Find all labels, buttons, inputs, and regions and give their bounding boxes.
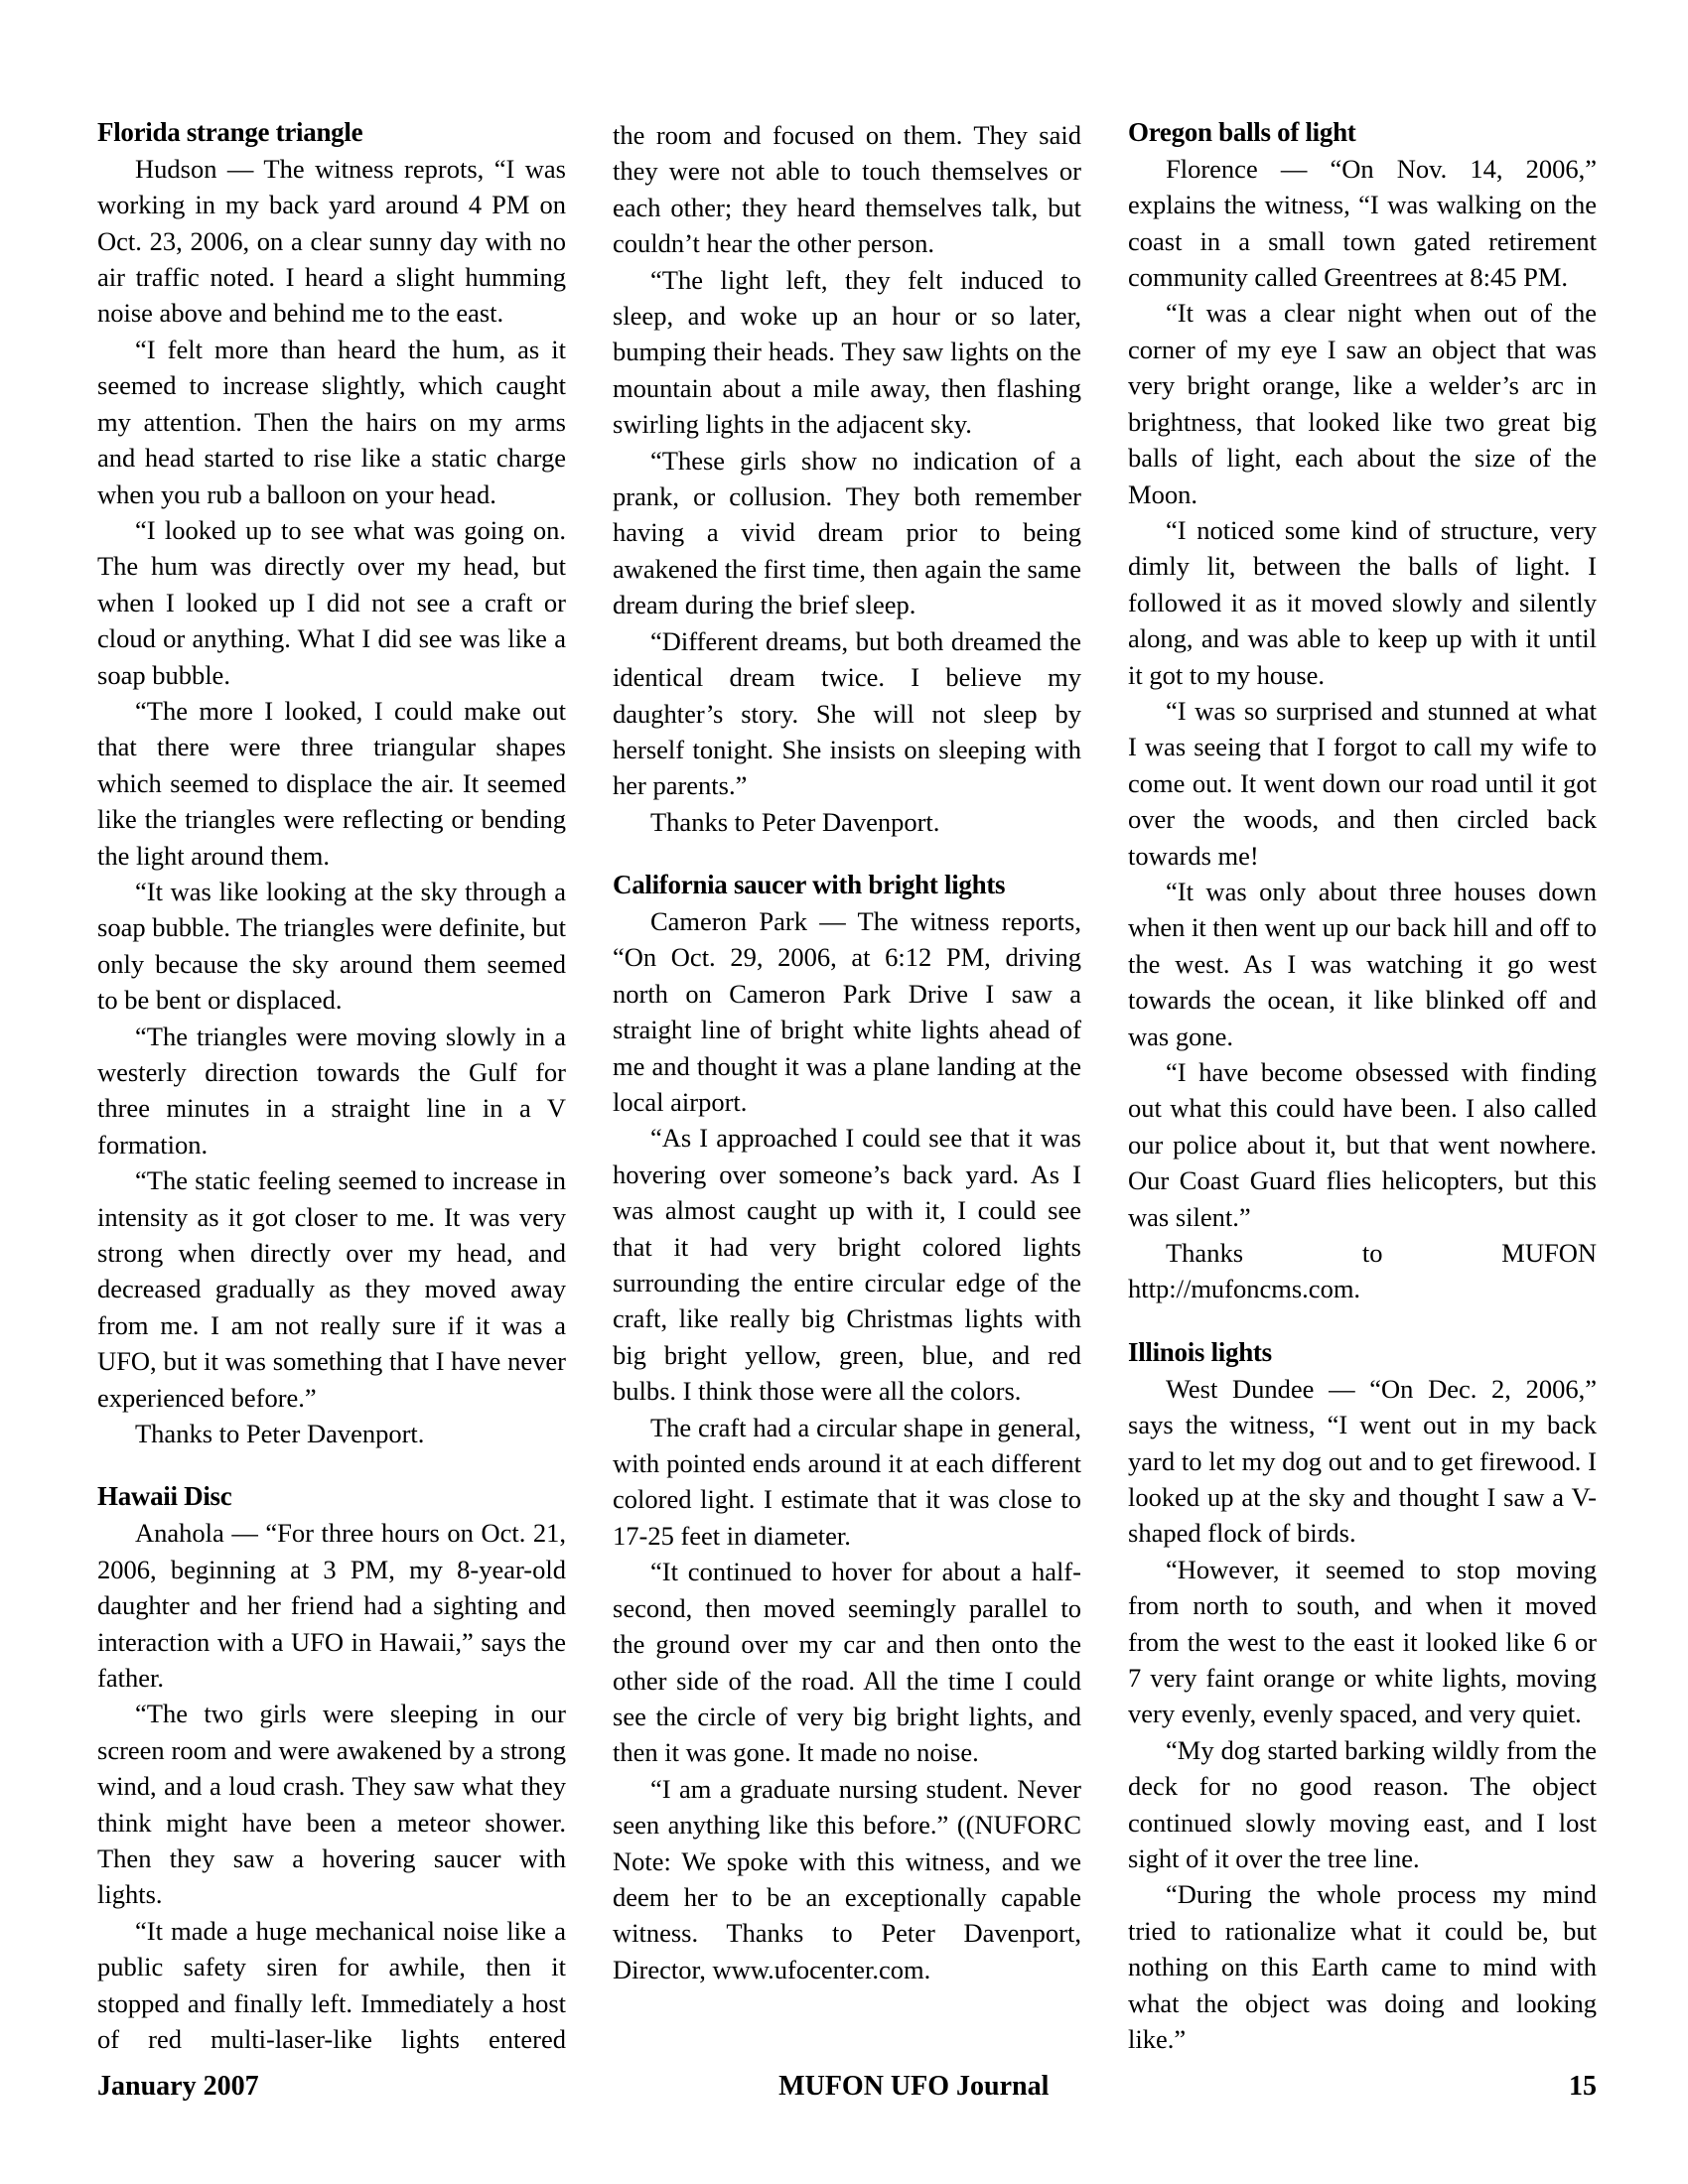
page-footer xyxy=(97,2071,1597,2103)
paragraph: The craft had a circular shape in general, with pointed ends around it at each different colored light. I estimate that it was close to 17-25 feet in diameter. xyxy=(613,1412,1081,1551)
paragraph: “I noticed some kind of structure, very dimly lit, between the balls of light. I followed it as it moved slowly and silently along, and was able to keep up with it until it got to my house. xyxy=(1128,514,1597,690)
article-heading-florida: Florida strange triangle xyxy=(97,117,363,147)
footer-issue-date: January 2007 xyxy=(97,2071,259,2102)
paragraph: “It was like looking at the sky through a soap bubble. The triangles were definite, but only because the sky around them seemed to be bent or displaced. xyxy=(97,876,566,1016)
paragraph: “During the whole process my mind tried to rationalize what it could be, but nothing on this Earth came to mind with what the object was doing and looking like.” xyxy=(1128,1879,1597,2055)
paragraph: “The light left, they felt induced to sleep, and woke up an hour or so later, bumping their heads. They saw lights on the mountain about a mile away, then flashing swirling lights in the adjacent sky. xyxy=(613,264,1081,440)
credit-line: Thanks to MUFON http://mufoncms.com. xyxy=(1128,1238,1597,1304)
column-2 xyxy=(613,117,1081,1987)
paragraph: “The static feeling seemed to increase in intensity as it got closer to me. It was very strong when directly over my head, and decreased gradually as they moved away from me. I am not really sure if it was a UFO, but it was something that I have never experienced before.” xyxy=(97,1165,566,1413)
paragraph: Florence — “On Nov. 14, 2006,” explains the witness, “I was walking on the coast in a small town gated retirement community called Greentrees at 8:45 PM. xyxy=(1128,153,1597,293)
paragraph: Hudson — The witness reprots, “I was working in my back yard around 4 PM on Oct. 23, 2006, on a clear sunny day with no air traffic noted. I heard a slight humming noise above and behind me to the east. xyxy=(97,153,566,329)
paragraph: “The two girls were sleeping in our screen room and were awakened by a strong wind, and a loud crash. They saw what they think might have been a meteor shower. Then they saw a hovering saucer with lights. xyxy=(97,1699,566,1910)
paragraph: “The triangles were moving slowly in a westerly direction towards the Gulf for three minutes in a straight line in a V formation. xyxy=(97,1021,566,1160)
paragraph: Cameron Park — The witness reports, “On Oct. 29, 2006, at 6:12 PM, driving north on Cameron Park Drive I saw a straight line of bright white lights ahead of me and thought it was a plane landing at the local airport. xyxy=(613,905,1081,1118)
paragraph: “It continued to hover for about a half-second, then moved seemingly parallel to the ground over my car and then onto the other side of the road. All the time I could see the circle of very big bright lights, and then it was gone. It made no noise. xyxy=(613,1557,1081,1768)
paragraph-continued: the room and focused on them. They said they were not able to touch themselves or each other; they heard themselves talk, but couldn’t hear the other person. xyxy=(613,120,1081,259)
paragraph: “As I approached I could see that it was hovering over someone’s back yard. As I was almost caught up with it, I could see that it had very bright colored lights surrounding the entire circular edge of the craft, like really big Christmas lights with big bright yellow, green, blue, and red bulbs. I think those were all the colors. xyxy=(613,1123,1081,1407)
credit-line: Thanks to Peter Davenport. xyxy=(650,806,940,837)
paragraph: “It made a huge mechanical noise like a public safety siren for awhile, then it stopped and finally left. Immediately a host of red multi-laser-like lights entered xyxy=(97,1915,566,2055)
column-3 xyxy=(1128,117,1597,2057)
paragraph: “I looked up to see what was going on. The hum was directly over my head, but when I looked up I did not see a craft or cloud or anything. What I did see was like a soap bubble. xyxy=(97,514,566,690)
paragraph: “My dog started barking wildly from the deck for no good reason. The object continued slowly moving east, and I lost sight of it over the tree line. xyxy=(1128,1734,1597,1873)
article-heading-oregon: Oregon balls of light xyxy=(1128,117,1356,147)
paragraph: “I am a graduate nursing student. Never seen anything like this before.” ((NUFORC Note: We spoke with this witness, and we deem her to be an exceptionally capable witness. Thanks to Peter Davenport, Director, www.ufocenter.com. xyxy=(613,1773,1081,1984)
column-1-content xyxy=(97,117,566,2057)
paragraph: “It was a clear night when out of the corner of my eye I saw an object that was very bright orange, like a welder’s arc in brightness, that looked like two great big balls of light, each about the size of the Moon. xyxy=(1128,298,1597,509)
column-3-content xyxy=(1128,117,1597,2057)
paragraph: “These girls show no indication of a prank, or collusion. They both remember having a vivid dream prior to being awakened the first time, then again the same dream during the brief sleep. xyxy=(613,445,1081,620)
article-heading-hawaii: Hawaii Disc xyxy=(97,1481,232,1512)
article-heading-california: California saucer with bright lights xyxy=(613,870,1006,900)
paragraph: West Dundee — “On Dec. 2, 2006,” says the witness, “I went out in my back yard to let my dog out and to get firewood. I looked up at the sky and thought I saw a V-shaped flock of birds. xyxy=(1128,1373,1597,1549)
article-heading-illinois: Illinois lights xyxy=(1128,1336,1272,1367)
article-columns xyxy=(97,117,1597,2055)
paragraph: “It was only about three houses down when it then went up our back hill and off to the west. As I was watching it go west towards the ocean, it like blinked off and was gone. xyxy=(1128,876,1597,1051)
paragraph: “I was so surprised and stunned at what I was seeing that I forgot to call my wife to come out. It went down our road until it got over the woods, and then circled back towards me! xyxy=(1128,695,1597,871)
paragraph: “The more I looked, I could make out that there were three triangular shapes which seemed to displace the air. It seemed like the triangles were reflecting or bending the light around them. xyxy=(97,695,566,871)
paragraph: “I have become obsessed with finding out what this could have been. I also called our police about it, but that went nowhere. Our Coast Guard flies helicopters, but this was silent.” xyxy=(1128,1057,1597,1232)
footer-publication-title: MUFON UFO Journal xyxy=(778,2071,1050,2102)
footer-page-number: 15 xyxy=(1569,2071,1597,2102)
credit-line: Thanks to Peter Davenport. xyxy=(135,1419,425,1449)
paragraph: Anahola — “For three hours on Oct. 21, 2006, beginning at 3 PM, my 8-year-old daughter and her friend had a sighting and interaction with a UFO in Hawaii,” says the father. xyxy=(97,1518,566,1693)
paragraph: “I felt more than heard the hum, as it seemed to increase slightly, which caught my attention. Then the hairs on my arms and head started to rise like a static charge when you rub a balloon on your head. xyxy=(97,334,566,509)
paragraph: “Different dreams, but both dreamed the identical dream twice. I believe my daughter’s story. She will not sleep by herself tonight. She insists on sleeping with her parents.” xyxy=(613,625,1081,801)
column-1 xyxy=(97,117,566,2057)
paragraph: “However, it seemed to stop moving from north to south, and when it moved from the west to the east it looked like 6 or 7 very faint orange or white lights, moving very evenly, evenly spaced, and very quiet. xyxy=(1128,1554,1597,1729)
column-2-content xyxy=(613,117,1081,1987)
